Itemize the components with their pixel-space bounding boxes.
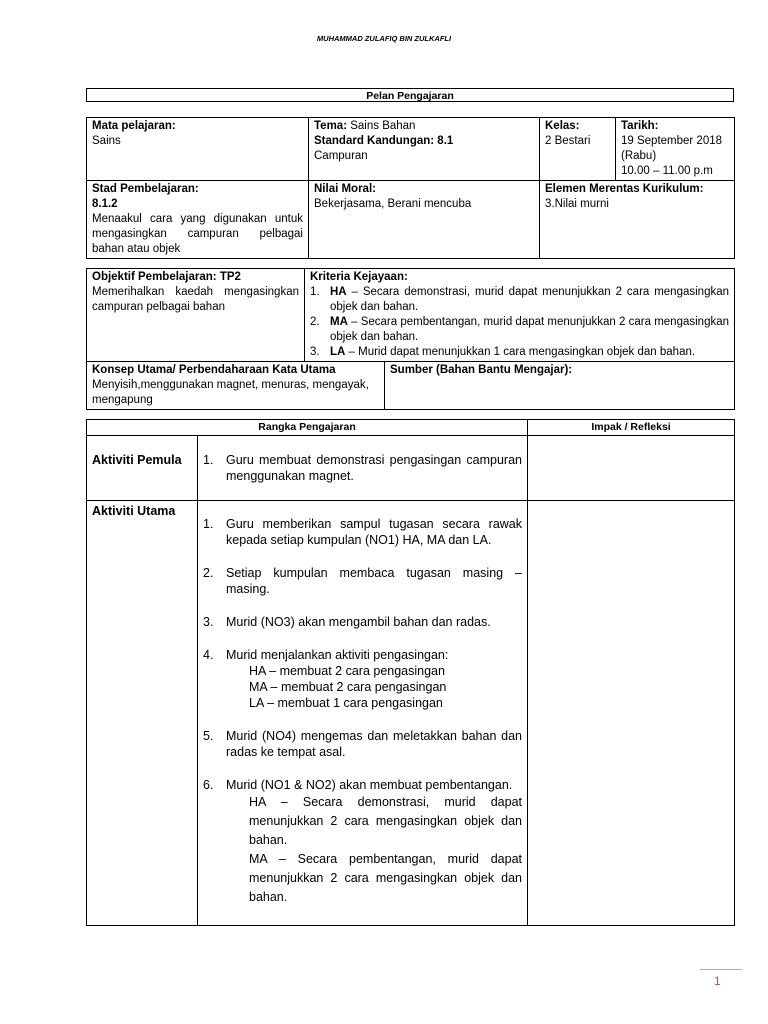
main-item: 3. Murid (NO3) akan mengambil bahan dan radas. — [203, 615, 491, 629]
criteria-item: 3. LA – Murid dapat menunjukkan 1 cara mengasingkan objek dan bahan. — [310, 346, 696, 358]
info-table — [86, 117, 735, 259]
author-header: MUHAMMAD ZULAFIQ BIN ZULKAFLI — [316, 34, 452, 43]
sub-item: MA – membuat 2 cara pengasingan — [249, 680, 447, 694]
moral-cell — [309, 181, 540, 259]
objective-line-2: campuran pelbagai bahan — [92, 301, 225, 313]
concept-cell — [87, 362, 385, 410]
criteria-item: 1. HA – Secara demonstrasi, murid dapat menunjukkan 2 cara mengasingkan objek dan bahan. — [310, 286, 730, 313]
criteria-label: Kriteria Kejayaan: — [310, 271, 408, 283]
theme-label: Tema: — [314, 120, 348, 132]
subject-value: Sains — [92, 135, 121, 147]
source-label: Sumber (Bahan Bantu Mengajar): — [390, 364, 573, 376]
opening-cell — [198, 436, 528, 501]
opening-reflection — [528, 436, 735, 501]
main-item: 2. Setiap kumpulan membaca tugasan masing – masing. — [203, 566, 523, 596]
stage-line-2: mengasingkan campuran pelbagai — [92, 228, 303, 240]
criteria-item: 2. MA – Secara pembentangan, murid dapat menunjukkan 2 cara mengasingkan objek dan bahan. — [310, 316, 730, 343]
standard-value: Campuran — [314, 150, 368, 162]
stage-line-1: Menaakul cara yang digunakan untuk — [92, 213, 303, 225]
main-item: 1. Guru memberikan sampul tugasan secara rawak kepada setiap kumpulan (NO1) HA, MA dan LA. — [203, 517, 523, 547]
main-label: Aktiviti Utama — [87, 501, 198, 926]
source-cell — [385, 362, 735, 410]
day-value: (Rabu) — [621, 150, 657, 162]
page-number: 1 — [714, 974, 721, 988]
stage-label: Stad Pembelajaran: — [92, 183, 199, 195]
page-number-rule — [700, 969, 742, 970]
time-value: 10.00 – 11.00 p.m — [621, 165, 713, 177]
theme-cell — [309, 118, 540, 181]
main-item: 5. Murid (NO4) mengemas dan meletakkan bahan dan radas ke tempat asal. — [203, 729, 523, 759]
objective-table — [86, 268, 735, 410]
sub-item: HA – membuat 2 cara pengasingan — [249, 664, 445, 678]
stage-code: 8.1.2 — [92, 198, 118, 210]
class-cell — [540, 118, 616, 181]
cross-label: Elemen Merentas Kurikulum: — [545, 183, 704, 195]
date-cell — [616, 118, 735, 181]
framework-header: Rangka Pengajaran — [87, 420, 528, 436]
class-value: 2 Bestari — [545, 135, 591, 147]
date-label: Tarikh: — [621, 120, 659, 132]
opening-item: 1. Guru membuat demonstrasi pengasingan campuran menggunakan magnet. — [203, 453, 523, 483]
stage-line-3: bahan atau objek — [92, 243, 181, 255]
class-label: Kelas: — [545, 120, 580, 132]
opening-label: Aktiviti Pemula — [87, 436, 198, 501]
criteria-list — [310, 285, 729, 360]
main-item: 4. Murid menjalankan aktiviti pengasingan: HA – membuat 2 cara pengasingan MA – membuat 2 cara pengasingan LA – membuat 1 cara pengasingan — [203, 647, 522, 711]
sub-item: MA – Secara pembentangan, murid dapat menunjukkan 2 cara mengasingkan objek dan bahan. — [249, 852, 523, 904]
objective-label: Objektif Pembelajaran: TP2 — [92, 271, 241, 283]
document-title: Pelan Pengajaran — [86, 88, 734, 102]
concept-label: Konsep Utama/ Perbendaharaan Kata Utama — [92, 364, 336, 376]
sub-item: HA – Secara demonstrasi, murid dapat menunjukkan 2 cara mengasingkan objek dan bahan. — [249, 795, 523, 847]
objective-cell — [87, 269, 305, 362]
main-cell — [198, 501, 528, 926]
date-value: 19 September 2018 — [621, 135, 723, 147]
subject-label: Mata pelajaran: — [92, 120, 176, 132]
cross-value: 3.Nilai murni — [545, 198, 609, 210]
standard-label: Standard Kandungan: 8.1 — [314, 135, 454, 147]
theme-value: Sains Bahan — [347, 120, 416, 132]
moral-value: Bekerjasama, Berani mencuba — [314, 198, 472, 210]
moral-label: Nilai Moral: — [314, 183, 376, 195]
sub-item: LA – membuat 1 cara pengasingan — [249, 696, 443, 710]
reflection-header: Impak / Refleksi — [528, 420, 735, 436]
framework-table — [86, 419, 735, 926]
cross-cell — [540, 181, 735, 259]
criteria-cell — [305, 269, 735, 362]
stage-cell — [87, 181, 309, 259]
main-item: 6. Murid (NO1 & NO2) akan membuat pembentangan. HA – Secara demonstrasi, murid dapat menunjukkan 2 cara mengasingkan objek dan bahan. MA – Secara pembentangan, murid dapat menunjukkan 2 cara mengasingkan objek dan bahan. — [203, 777, 522, 907]
objective-line-1: Memerihalkan kaedah mengasingkan — [92, 286, 299, 298]
concept-value: Menyisih,menggunakan magnet, menuras, mengayak, mengapung — [92, 379, 369, 406]
main-reflection — [528, 501, 735, 926]
subject-cell — [87, 118, 309, 181]
